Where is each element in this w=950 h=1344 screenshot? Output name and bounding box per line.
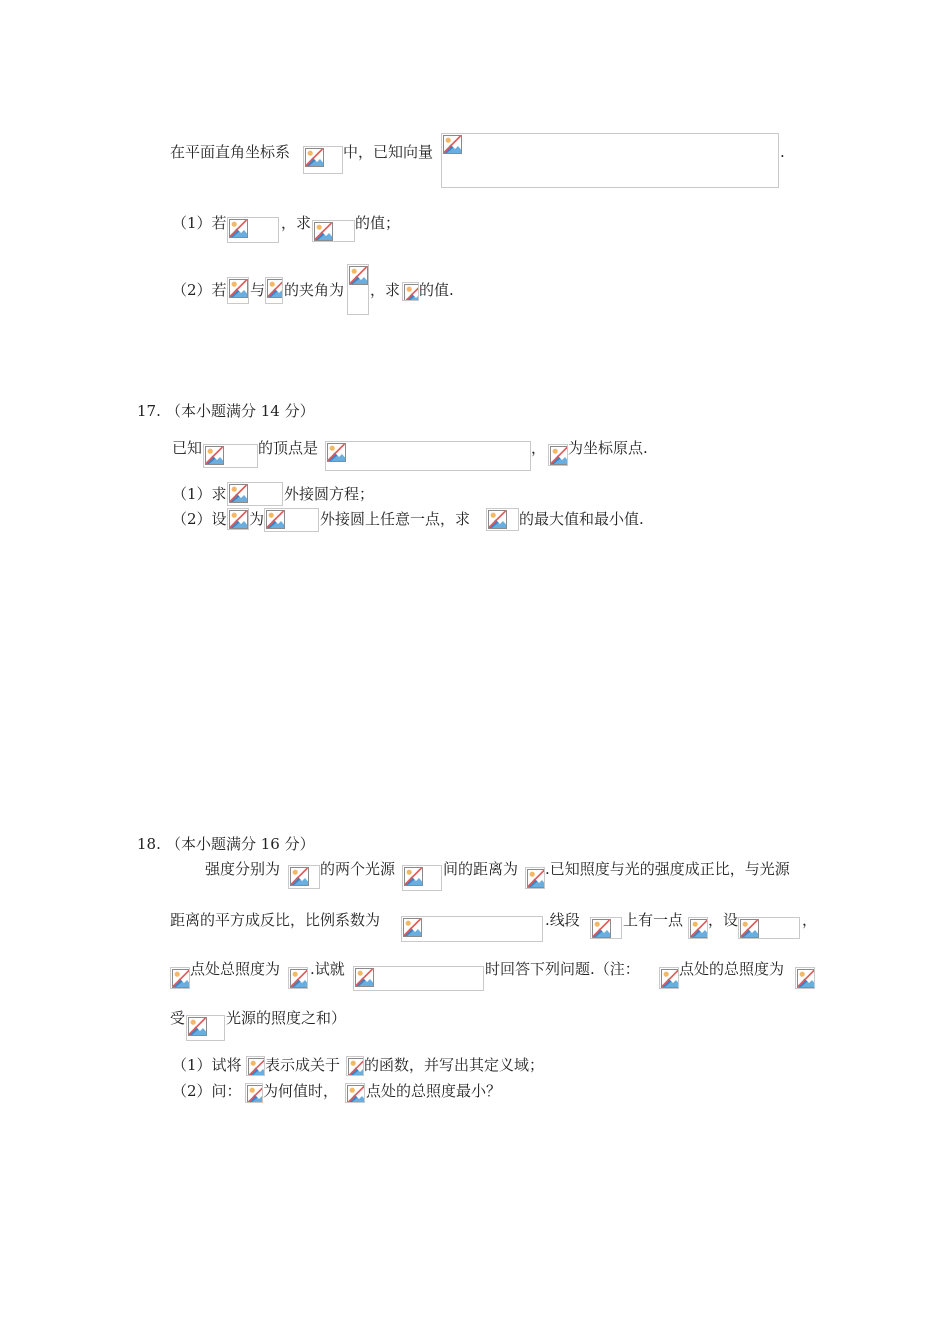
text: ，设 [708, 911, 739, 929]
text: 的值； [355, 214, 401, 232]
formula-image [738, 917, 800, 939]
formula-image [795, 967, 815, 989]
text: 外接圆上任意一点，求 [320, 510, 471, 528]
text: 距离的平方成反比，比例系数为 [170, 911, 381, 929]
text: . [780, 143, 785, 161]
text: ， [531, 439, 547, 457]
text: ，求 [370, 281, 401, 299]
text: （1）试将 [172, 1056, 242, 1074]
text: 点处总照度为 [190, 960, 281, 978]
formula-image [441, 133, 779, 188]
formula-image [346, 1056, 364, 1076]
formula-image [288, 967, 308, 989]
formula-image [548, 444, 568, 466]
formula-image [288, 865, 320, 889]
text: .试就 [310, 960, 345, 978]
problem-number: 18. [137, 835, 161, 853]
text: （2）设 [172, 510, 227, 528]
text: （2）问： [172, 1082, 242, 1100]
text: 为 [249, 510, 265, 528]
broken-image-icon [527, 869, 545, 888]
formula-image [203, 444, 258, 468]
text: 间的距离为 [443, 860, 519, 878]
broken-image-icon [740, 919, 759, 938]
broken-image-icon [797, 969, 815, 988]
broken-image-icon [403, 918, 422, 937]
broken-image-icon [592, 919, 611, 938]
text: 的两个光源 [320, 860, 396, 878]
broken-image-icon [229, 219, 248, 238]
broken-image-icon [404, 284, 419, 301]
broken-image-icon [290, 867, 309, 886]
broken-image-icon [488, 510, 507, 529]
broken-image-icon [305, 148, 324, 167]
text: 受 [170, 1009, 186, 1027]
text: 点处的总照度最小？ [366, 1082, 502, 1100]
broken-image-icon [267, 279, 283, 298]
formula-image [347, 264, 369, 315]
broken-image-icon [349, 266, 368, 285]
text: 与 [250, 281, 266, 299]
broken-image-icon [690, 919, 708, 938]
text: 时回答下列问题.（注： [485, 960, 640, 978]
text: 的最大值和最小值. [519, 510, 644, 528]
text: 中，已知向量 [343, 143, 434, 161]
text: 为坐标原点. [568, 439, 648, 457]
formula-image [245, 1083, 263, 1103]
formula-image [186, 1015, 225, 1041]
broken-image-icon [404, 867, 423, 886]
formula-image [401, 916, 543, 942]
formula-image [303, 146, 343, 174]
formula-image [402, 282, 419, 301]
text: 点处的总照度为 [679, 960, 785, 978]
formula-image [688, 917, 708, 939]
formula-image [659, 967, 679, 989]
broken-image-icon [314, 222, 333, 241]
broken-image-icon [661, 969, 679, 988]
broken-image-icon [247, 1085, 263, 1103]
formula-image [227, 277, 249, 304]
formula-image [227, 508, 249, 530]
formula-image [486, 508, 519, 531]
text: 已知 [172, 439, 203, 457]
text: 的函数，并写出其定义域； [364, 1056, 545, 1074]
formula-image [312, 220, 355, 242]
text: （1）求 [172, 485, 227, 503]
text: 的夹角为 [284, 281, 345, 299]
problem-score: （本小题满分 14 分） [166, 402, 315, 420]
formula-image [227, 217, 279, 243]
text: （1）若 [172, 214, 227, 232]
formula-image [590, 917, 622, 939]
broken-image-icon [188, 1017, 207, 1036]
formula-image [264, 508, 319, 532]
text: 强度分别为 [205, 860, 281, 878]
broken-image-icon [229, 484, 248, 503]
formula-image [402, 865, 442, 891]
text: .线段 [545, 911, 580, 929]
text: 光源的照度之和） [226, 1009, 347, 1027]
broken-image-icon [229, 279, 248, 298]
text: 上有一点 [623, 911, 684, 929]
text: 为何值时， [263, 1082, 339, 1100]
problem-number: 17. [137, 402, 161, 420]
problem-score: （本小题满分 16 分） [166, 835, 315, 853]
text: （2）若 [172, 281, 227, 299]
text: 的值. [419, 281, 454, 299]
broken-image-icon [355, 968, 374, 987]
formula-image [353, 966, 484, 991]
broken-image-icon [172, 969, 190, 988]
formula-image [265, 277, 283, 304]
broken-image-icon [550, 446, 568, 465]
broken-image-icon [205, 446, 224, 465]
broken-image-icon [248, 1058, 265, 1076]
text: ， [802, 911, 818, 929]
text: .已知照度与光的强度成正比，与光源 [545, 860, 790, 878]
broken-image-icon [348, 1058, 364, 1076]
formula-image [525, 867, 545, 889]
text: 外接圆方程； [284, 485, 375, 503]
broken-image-icon [229, 510, 248, 529]
broken-image-icon [327, 443, 346, 462]
broken-image-icon [443, 135, 462, 154]
formula-image [325, 441, 531, 471]
formula-image [246, 1056, 265, 1076]
text: 在平面直角坐标系 [170, 143, 291, 161]
formula-image [227, 482, 283, 506]
broken-image-icon [347, 1085, 365, 1103]
formula-image [170, 967, 190, 989]
text: 表示成关于 [265, 1056, 341, 1074]
formula-image [345, 1083, 365, 1103]
text: 的顶点是 [258, 439, 319, 457]
broken-image-icon [266, 510, 285, 529]
broken-image-icon [290, 969, 308, 988]
text: ，求 [281, 214, 312, 232]
